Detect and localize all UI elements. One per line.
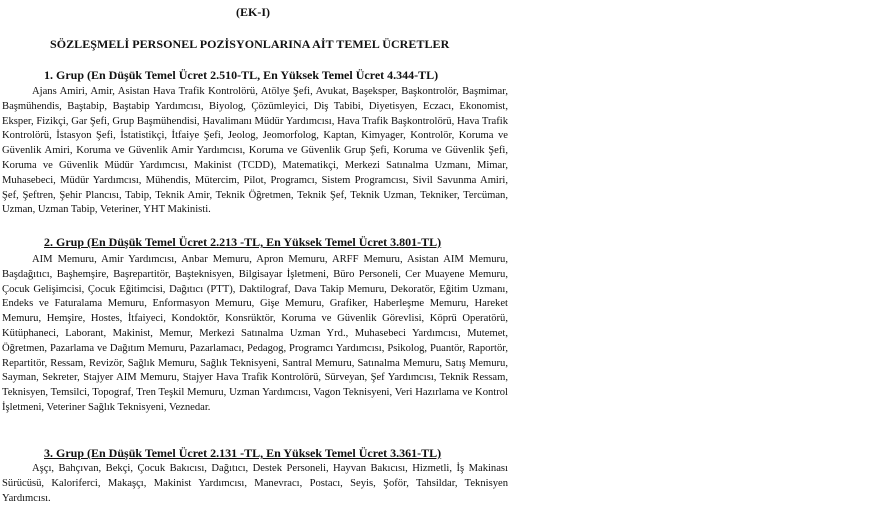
group-1-heading: 1. Grup (En Düşük Temel Ücret 2.510-TL, En Yüksek Temel Ücret 4.344-TL) xyxy=(44,68,439,82)
group-2-positions: AIM Memuru, Amir Yardımcısı, Anbar Memuru, Apron Memuru, ARFF Memuru, Asistan AIM Memuru, Başdağıtıcı, Başhemşire, Başrepartitör, Başteknisyen, Bilgisayar İşletmeni, Büro Personeli, Cer Muayene Memuru, Çocuk Gelişimcisi, Çocuk Eğitimcisi, Dağıtıcı (PTT), Daktilograf, Dava Takip Memuru, Dekoratör, Eğitim Uzmanı, Endeks ve Faturalama Memuru, Enformasyon Memuru, Gişe Memuru, Grafiker, Haberleşme Memuru, Hareket Memuru, Hemşire, Hostes, İtfaiyeci, Kondoktör, Konsrüktör, Koruma ve Güvenlik Görevlisi, Köprü Operatörü, Kütüphaneci, Laborant, Makinist, Memur, Merkezi Satınalma Uzman Yrd., Muhasebeci Yardımcısı, Mutemet, Öğretmen, Pazarlama ve Dağıtım Memuru, Pazarlamacı, Pedagog, Programcı Yardımcısı, Psikolog, Puantör, Raportör, Repartitör, Ressam, Revizör, Sağlık Memuru, Sağlık Teknisyeni, Santral Memuru, Satınalma Memuru, Satış Memuru, Sayman, Sekreter, Stajyer AIM Memuru, Stajyer Hava Trafik Kontrolörü, Sürveyan, Şef Yardımcısı, Teknik Ressam, Teknisyen, Temsilci, Topograf, Tren Teşkil Memuru, Uzman Yardımcısı, Vagon Teknisyeni, Veri Hazırlama ve Kontrol İşletmeni, Veteriner Sağlık Teknisyeni, Veznedar. xyxy=(2,254,508,413)
group-3-positions: Aşçı, Bahçıvan, Bekçi, Çocuk Bakıcısı, Dağıtıcı, Destek Personeli, Hayvan Bakıcısı, Hizmetli, İş Makinası Sürücüsü, Kaloriferci, Makaşçı, Makinist Yardımcısı, Manevracı, Postacı, Seyis, Şoför, Tahsildar, Teknisyen Yardımcısı. xyxy=(2,463,508,504)
group-3-heading: 3. Grup (En Düşük Temel Ücret 2.131 -TL, En Yüksek Temel Ücret 3.361-TL) xyxy=(44,446,442,460)
annex-label: (EK-I) xyxy=(236,5,270,19)
group-2-heading: 2. Grup (En Düşük Temel Ücret 2.213 -TL, En Yüksek Temel Ücret 3.801-TL) xyxy=(44,235,442,249)
group-1-positions: Ajans Amiri, Amir, Asistan Hava Trafik Kontrolörü, Atölye Şefi, Avukat, Başeksper, Başkontrolör, Başmimar, Başmühendis, Baştabip, Baştabip Yardımcısı, Biyolog, Çözümleyici, Diş Tabibi, Diyetisyen, Eczacı, Ekonomist, Eksper, Fizikçi, Gar Şefi, Grup Başmühendisi, Havalimanı Müdür Yardımcısı, Hava Trafik Başkontrolörü, Hava Trafik Kontrolörü, İstasyon Şefi, İstatistikçi, İtfaiye Şefi, Jeolog, Jeomorfolog, Kaptan, Kimyager, Kontrolör, Koruma ve Güvenlik Amiri, Koruma ve Güvenlik Amir Yardımcısı, Koruma ve Güvenlik Grup Şefi, Koruma ve Güvenlik Şefi, Koruma ve Güvenlik Müdür Yardımcısı, Makinist (TCDD), Matematikçi, Merkezi Satınalma Uzmanı, Mimar, Muhasebeci, Müdür Yardımcısı, Mühendis, Mütercim, Pilot, Programcı, Sistem Programcısı, Sivil Savunma Amiri, Şef, Şeftren, Şehir Plancısı, Tabip, Teknik Amir, Teknik Öğretmen, Teknik Şef, Teknik Uzman, Tekniker, Tercüman, Uzman, Uzman Tabip, Veteriner, YHT Makinisti. xyxy=(2,86,508,216)
document-title: SÖZLEŞMELİ PERSONEL POZİSYONLARINA AİT TEMEL ÜCRETLER xyxy=(50,37,450,51)
